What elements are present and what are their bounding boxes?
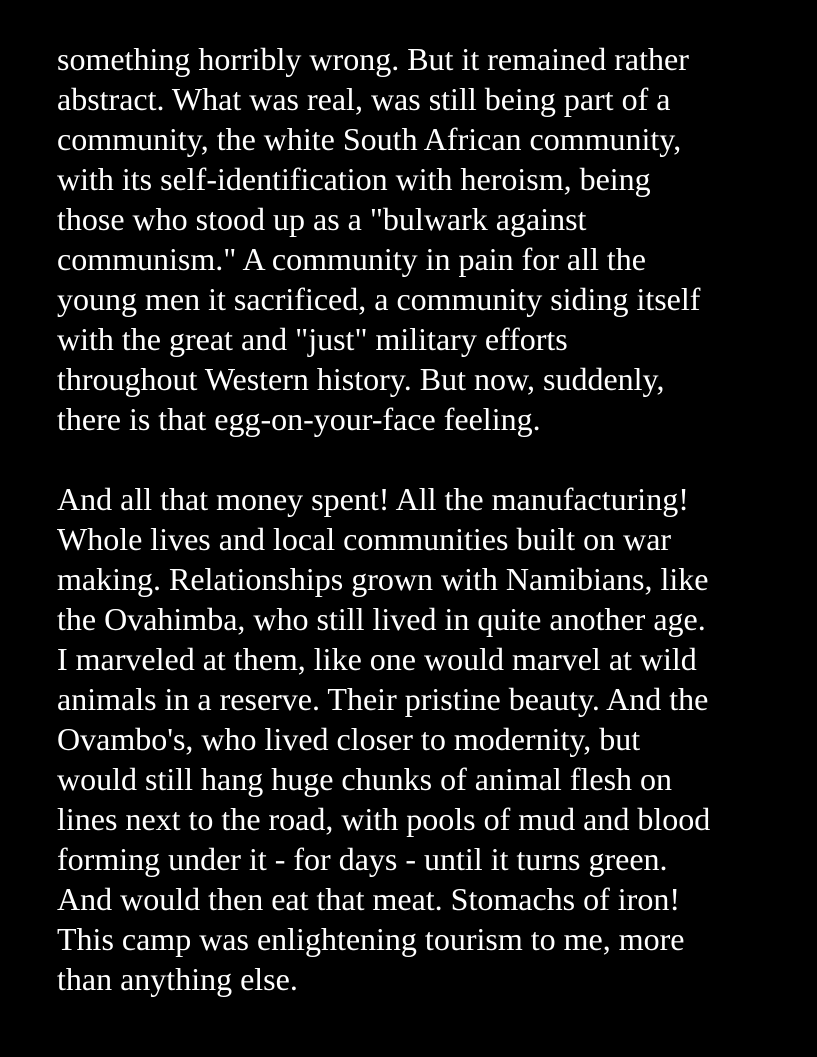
text-line: And all that money spent! All the manufacturing! [57, 481, 689, 517]
text-line: lines next to the road, with pools of mud and blood [57, 801, 711, 837]
document-body [57, 39, 797, 999]
text-line: community, the white South African community, [57, 121, 682, 157]
text-line: animals in a reserve. Their pristine beauty. And the [57, 681, 709, 717]
text-line: the Ovahimba, who still lived in quite another age. [57, 601, 706, 637]
text-line: Ovambo's, who lived closer to modernity, but [57, 721, 641, 757]
paragraph-spacer [57, 439, 797, 479]
text-line: there is that egg-on-your-face feeling. [57, 401, 541, 437]
text-line: those who stood up as a "bulwark against [57, 201, 587, 237]
text-line: I marveled at them, like one would marvel at wild [57, 641, 697, 677]
paragraph-1 [57, 39, 797, 439]
text-line: young men it sacrificed, a community siding itself [57, 281, 701, 317]
text-line: with the great and "just" military efforts [57, 321, 568, 357]
text-line: something horribly wrong. But it remained rather [57, 41, 689, 77]
text-line: forming under it - for days - until it turns green. [57, 841, 668, 877]
text-line: throughout Western history. But now, suddenly, [57, 361, 665, 397]
text-line: with its self-identification with heroism, being [57, 161, 651, 197]
text-line: than anything else. [57, 961, 298, 997]
text-line: communism." A community in pain for all the [57, 241, 646, 277]
text-line: making. Relationships grown with Namibians, like [57, 561, 709, 597]
text-line: And would then eat that meat. Stomachs of iron! [57, 881, 680, 917]
paragraph-2 [57, 479, 797, 999]
text-line: Whole lives and local communities built on war [57, 521, 672, 557]
text-line: This camp was enlightening tourism to me, more [57, 921, 685, 957]
text-line: would still hang huge chunks of animal flesh on [57, 761, 673, 797]
text-line: abstract. What was real, was still being part of a [57, 81, 671, 117]
